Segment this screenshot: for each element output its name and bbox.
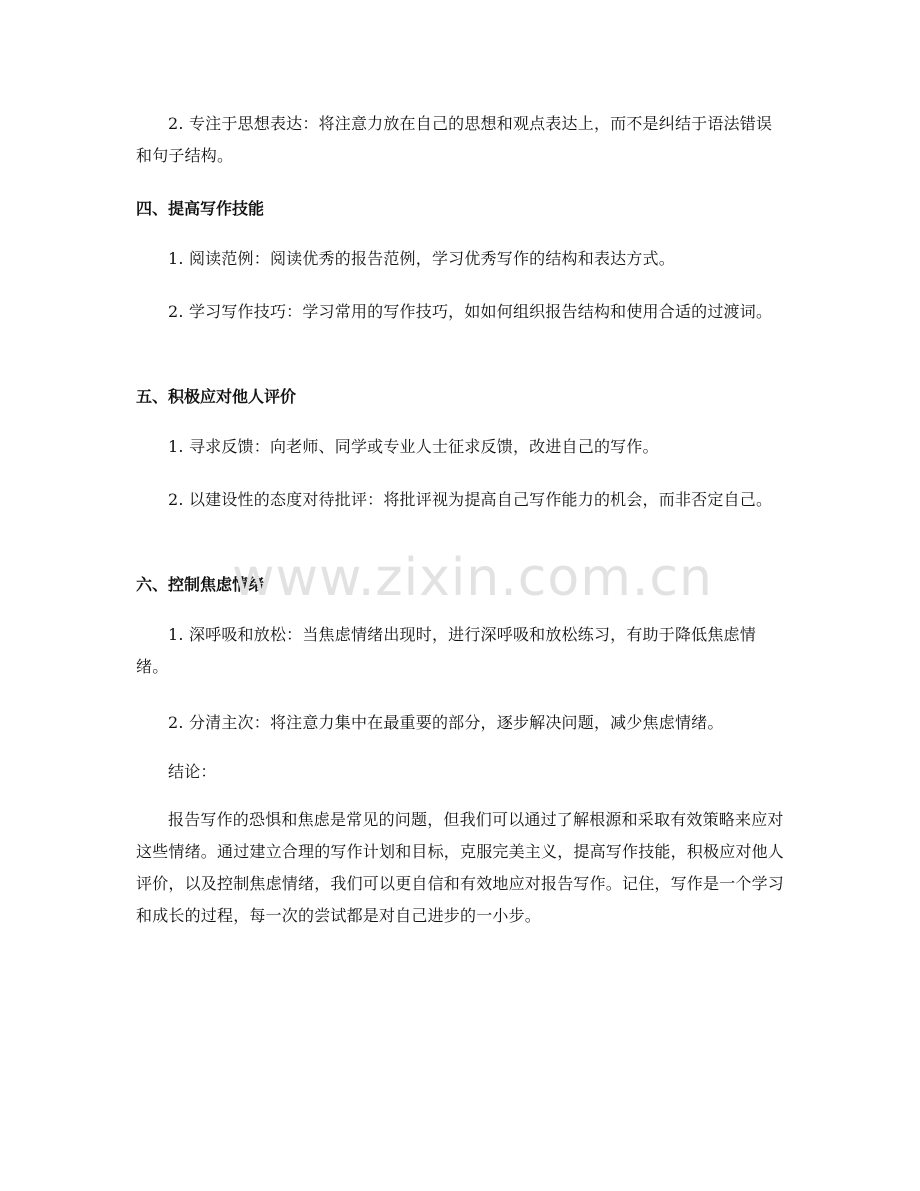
paragraph-learn-techniques: 2. 学习写作技巧：学习常用的写作技巧，如如何组织报告结构和使用合适的过渡词。 (168, 302, 773, 321)
paragraph-read-examples: 1. 阅读范例：阅读优秀的报告范例，学习优秀写作的结构和表达方式。 (168, 249, 675, 268)
paragraph-seek-feedback: 1. 寻求反馈：向老师、同学或专业人士征求反馈，改进自己的写作。 (168, 437, 659, 456)
section-heading-respond-feedback: 五、积极应对他人评价 (136, 387, 297, 406)
paragraph-prioritize: 2. 分清主次：将注意力集中在最重要的部分，逐步解决问题，减少焦虑情绪。 (168, 713, 724, 732)
paragraph-constructive-criticism: 2. 以建设性的态度对待批评：将批评视为提高自己写作能力的机会，而非否定自己。 (168, 490, 773, 509)
conclusion-label: 结论： (168, 762, 217, 781)
section-heading-control-anxiety: 六、控制焦虑情绪 (136, 575, 265, 594)
watermark-text: www.zixin.com.cn (232, 548, 713, 608)
paragraph-conclusion: 报告写作的恐惧和焦虑是常见的问题，但我们可以通过了解根源和采取有效策略来应对这些情绪。通过建立合理的写作计划和目标，克服完美主义，提高写作技能，积极应对他人评价，以及控制焦虑情绪，我们可以更自信和有效地应对报告写作。记住，写作是一个学习和成长的过程，每一次的尝试都是对自己进步的一小步。 (136, 810, 785, 925)
paragraph-focus-on-expression: 2. 专注于思想表达：将注意力放在自己的思想和观点表达上，而不是纠结于语法错误和句子结构。 (136, 114, 773, 165)
section-heading-improve-skills: 四、提高写作技能 (136, 199, 265, 218)
paragraph-deep-breathing: 1. 深呼吸和放松：当焦虑情绪出现时，进行深呼吸和放松练习，有助于降低焦虑情绪。 (136, 625, 756, 676)
